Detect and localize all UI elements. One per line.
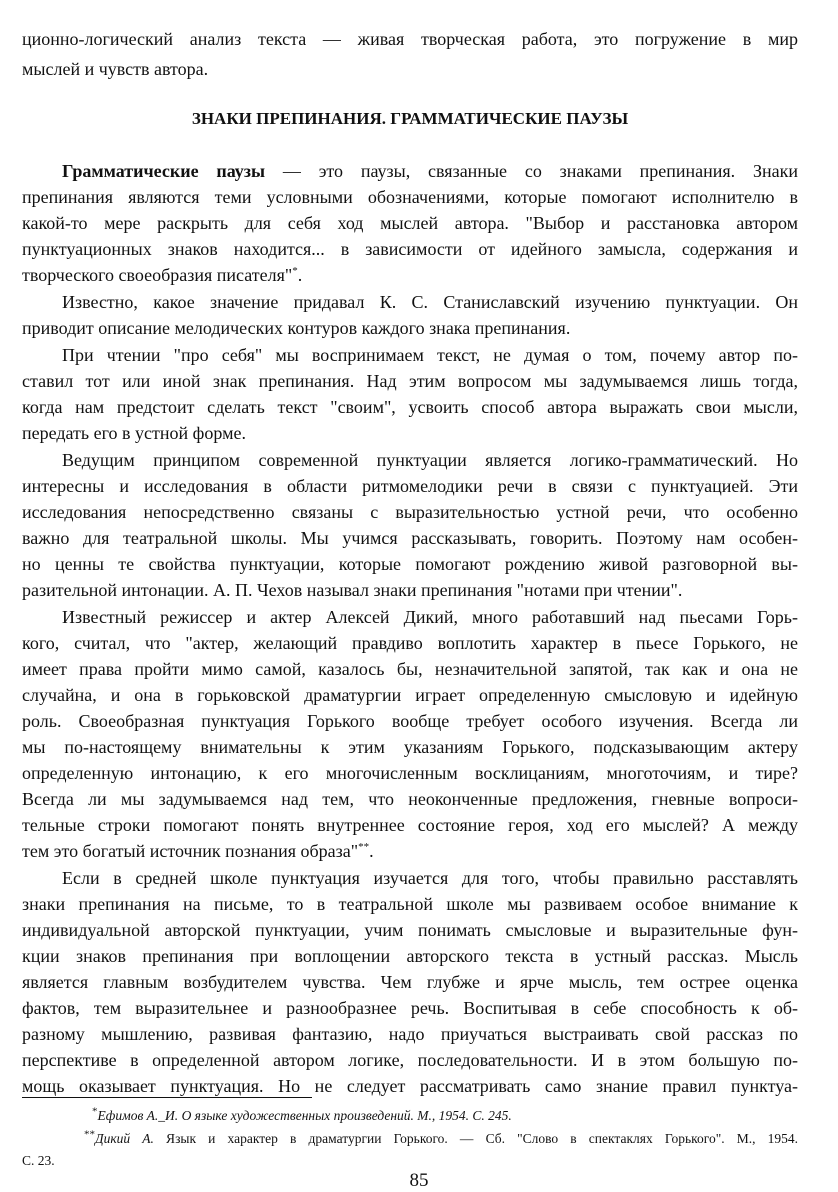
text-line: знаки препинания на письме, то в театральной школе мы развиваем особое внимание к	[22, 894, 798, 914]
text-line	[22, 838, 798, 864]
text-line: мыслей и чувств автора.	[22, 59, 209, 79]
text-line: препинания являются теми условными обозначениями, которые помогают исполнителю в	[22, 187, 798, 207]
text-line: кого, считал, что "актер, желающий правдиво воплотить характер в пьесе Горького, не	[22, 633, 798, 653]
text-line: ставил тот или иной знак препинания. Над этим вопросом мы задумываемся лишь тогда,	[22, 371, 798, 391]
paragraph	[22, 289, 798, 341]
footnote-1	[22, 1105, 798, 1127]
text-line: является главным возбудителем чувства. Чем глубже и ярче мысль, тем острее оценка	[22, 972, 798, 992]
text-line: перспективе в определенной автором логике, последовательности. И в этом большую по-	[22, 1050, 798, 1070]
text-line: разительной интонации. А. П. Чехов называл знаки препинания "нотами при чтении".	[22, 580, 683, 600]
footnote-2	[22, 1128, 798, 1172]
footnote-author: Дикий А.	[95, 1131, 154, 1146]
footnote-continuation: С. 23.	[22, 1153, 55, 1168]
text-line: передать его в устной форме.	[22, 423, 246, 443]
paragraph	[22, 865, 798, 1099]
paragraph	[22, 604, 798, 864]
text-line: когда нам предстоит сделать текст "своим", усвоить способ автора выражать свои мысли,	[22, 397, 798, 417]
footnote-divider	[22, 1097, 312, 1098]
footnote-marker: **	[84, 1128, 95, 1141]
text-line: но ценны те свойства пунктуации, которые помогают рождению живой разговорной вы-	[22, 554, 798, 574]
line-text: .	[369, 841, 374, 861]
line-text: творческого своеобразия писателя"	[22, 265, 293, 285]
text-line	[22, 262, 798, 288]
text-line: Всегда ли мы задумываемся над тем, что неоконченные предложения, гневные вопроси-	[22, 789, 798, 809]
section-heading: ЗНАКИ ПРЕПИНАНИЯ. ГРАММАТИЧЕСКИЕ ПАУЗЫ	[191, 109, 629, 128]
text-line: интересны и исследования в области ритмомелодики речи в связи с пунктуацией. Эти	[22, 476, 798, 496]
footnote-text: О языке художественных произведений. М., 1954. С. 245.	[178, 1108, 512, 1123]
text-line: индивидуальной авторской пунктуации, учим понимать смысловые и выразительные фун-	[22, 920, 798, 940]
footnote-author: Ефимов А._И.	[97, 1108, 179, 1123]
text-line: роль. Своеобразная пунктуация Горького вообще требует особого изучения. Всегда ли	[22, 711, 798, 731]
text-line: Известно, какое значение придавал К. С. Станиславский изучению пунктуации. Он	[62, 292, 798, 312]
text-line: тельные строки помогают понять внутреннее состояние героя, ход его мыслей? А между	[22, 815, 798, 835]
text-line: разному мышлению, развивая фантазию, надо приучаться выстраивать свой рассказ по	[22, 1024, 798, 1044]
text-line: ционно-логический анализ текста — живая творческая работа, это погружение в мир	[22, 29, 798, 49]
text-line: определенную интонацию, к его многочисленным восклицаниям, многоточиям, и тире?	[22, 763, 798, 783]
line-text: .	[297, 265, 303, 285]
text-line: исследования непосредственно связаны с выразительностью устной речи, что особенно	[22, 502, 798, 522]
paragraph	[22, 158, 798, 288]
paragraph	[22, 447, 798, 603]
text-line: кции знаков препинания при воплощении авторского текста в устный рассказ. Мысль	[22, 946, 798, 966]
paragraph	[22, 342, 798, 446]
text-line: какой-то мере раскрыть для себя ход мыслей автора. "Выбор и расстановка автором	[22, 213, 798, 233]
text-line: приводит описание мелодических контуров каждого знака препинания.	[22, 318, 571, 338]
top-paragraph	[22, 24, 798, 84]
text-line: мощь оказывает пунктуация. Но не следует рассматривать само знание правил пунктуа-	[22, 1076, 798, 1096]
text-line: имеет права пройти мимо самой, казалось бы, незначительной запятой, так как и она не	[22, 659, 798, 679]
text-line: фактов, тем выразительнее и разнообразнее речь. Воспитывая в себе способность к об-	[22, 998, 798, 1018]
bold-term: Грамматические паузы	[62, 161, 266, 181]
footnote-reference[interactable]: *	[292, 265, 298, 277]
text-line: Ведущим принципом современной пунктуации является логико-грамматический. Но	[62, 450, 798, 470]
text-line: При чтении "про себя" мы воспринимаем текст, не думая о том, почему автор по-	[62, 345, 798, 365]
text-line	[22, 158, 798, 184]
text-line: Если в средней школе пунктуация изучается для того, чтобы правильно расставлять	[62, 868, 798, 888]
page-number: 85	[409, 1170, 429, 1191]
text-line: важно для театральной школы. Мы учимся рассказывать, говорить. Поэтому нам особен-	[22, 528, 798, 548]
text-line: мы по-настоящему внимательны к этим указаниям Горького, подсказывающим актеру	[22, 737, 798, 757]
text-line: пунктуационных знаков находится... в зависимости от идейного замысла, содержания и	[22, 239, 798, 259]
line-text: — это паузы, связанные со знаками препинания. Знаки	[265, 161, 798, 181]
text-line: Известный режиссер и актер Алексей Дикий, много работавший над пьесами Горь-	[62, 607, 798, 627]
line-text: тем это богатый источник познания образа"	[22, 841, 359, 861]
paragraphs	[22, 158, 798, 1099]
page-body	[22, 20, 798, 1100]
text-line: случайна, и она в горьковской драматургии играет определенную смысловую и идейную	[22, 685, 798, 705]
footnote-text: Язык и характер в драматургии Горького. — Сб. "Слово в спектаклях Горького". М., 1954.	[153, 1131, 798, 1146]
footnote-reference[interactable]: **	[358, 841, 370, 853]
footnote-marker: *	[92, 1105, 98, 1118]
